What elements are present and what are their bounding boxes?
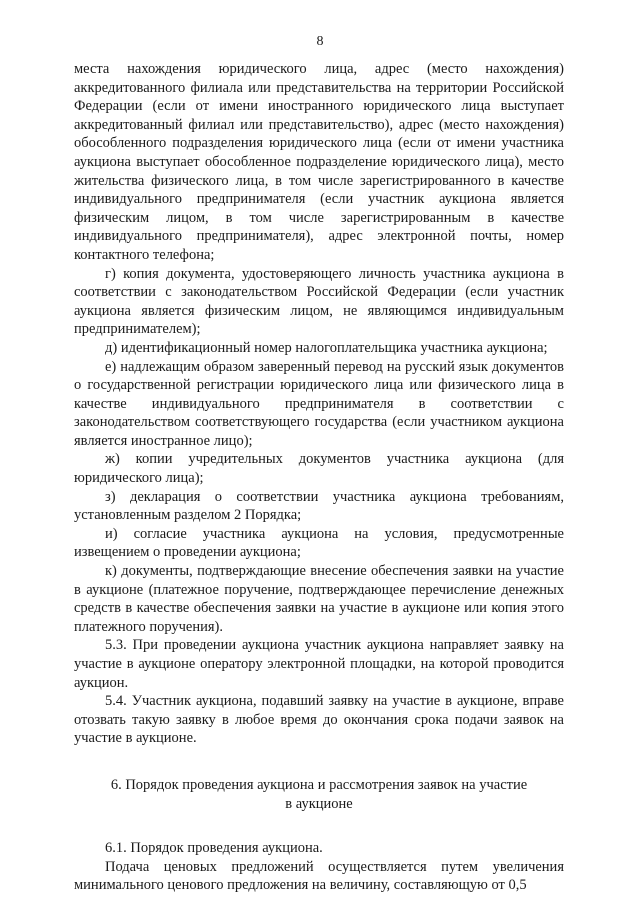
section-heading-line-1: 6. Порядок проведения аукциона и рассмотрения заявок на участие bbox=[110, 776, 528, 793]
paragraph-item-e: е) надлежащим образом заверенный перевод на русский язык документов о государственной регистрации юридического лица или физического лица в качестве индивидуального предпринимателя в соответствии с законодательством соответствующего государства (если участником аукциона является иностранное лицо); bbox=[74, 358, 564, 449]
paragraph-item-zh: ж) копии учредительных документов участника аукциона (для юридического лица); bbox=[74, 451, 564, 487]
paragraph-5-3: 5.3. При проведении аукциона участник аукциона направляет заявку на участие в аукционе оператору электронной площадки, на которой проводится аукцион. bbox=[74, 637, 564, 691]
paragraph-item-k: к) документы, подтверждающие внесение обеспечения заявки на участие в аукционе (платежное поручение, подтверждающее перечисление денежных средств в качестве обеспечения заявки на участие в аукционе или копия этого платежного поручения). bbox=[74, 563, 564, 635]
page-number: 8 bbox=[316, 34, 324, 49]
paragraph-item-g: г) копия документа, удостоверяющего личность участника аукциона в соответствии с законодательством Российской Федерации (если участник аукциона является физическим лицом, не являющимся индивидуальным предпринимателем); bbox=[74, 265, 564, 338]
paragraph-6-1: 6.1. Порядок проведения аукциона. bbox=[105, 840, 323, 857]
paragraph-5-4: 5.4. Участник аукциона, подавший заявку на участие в аукционе, вправе отозвать такую заявку в любое время до окончания срока подачи заявок на участие в аукционе. bbox=[74, 693, 564, 747]
paragraph-item-d: д) идентификационный номер налогоплательщика участника аукциона; bbox=[105, 339, 548, 356]
document-body bbox=[74, 60, 564, 895]
paragraph-price-bids: Подача ценовых предложений осуществляется путем увеличения минимального ценового предложения на величину, составляющую от 0,5 bbox=[74, 858, 564, 894]
section-heading-line-2: в аукционе bbox=[285, 795, 353, 812]
paragraph-item-z: з) декларация о соответствии участника аукциона требованиям, установленным разделом 2 Порядка; bbox=[74, 488, 564, 524]
paragraph-address-continuation: места нахождения юридического лица, адрес (место нахождения) аккредитованного филиала или представительства на территории Российской Федерации (если от имени иностранного юридического лица выступает аккредитованный филиал или представительство), адрес (место нахождения) обособленного подразделения юридического лица (если от имени участника аукциона выступает обособленное подразделение юридического лица), место жительства физического лица, в том числе зарегистрированного в качестве индивидуального предпринимателя (если участник аукциона является физическим лицом, в том числе зарегистрированным в качестве индивидуального предпринимателя), адрес электронной почты, номер контактного телефона; bbox=[74, 61, 564, 263]
section-heading bbox=[74, 776, 564, 813]
paragraph-item-i: и) согласие участника аукциона на условия, предусмотренные извещением о проведении аукциона; bbox=[74, 525, 564, 561]
